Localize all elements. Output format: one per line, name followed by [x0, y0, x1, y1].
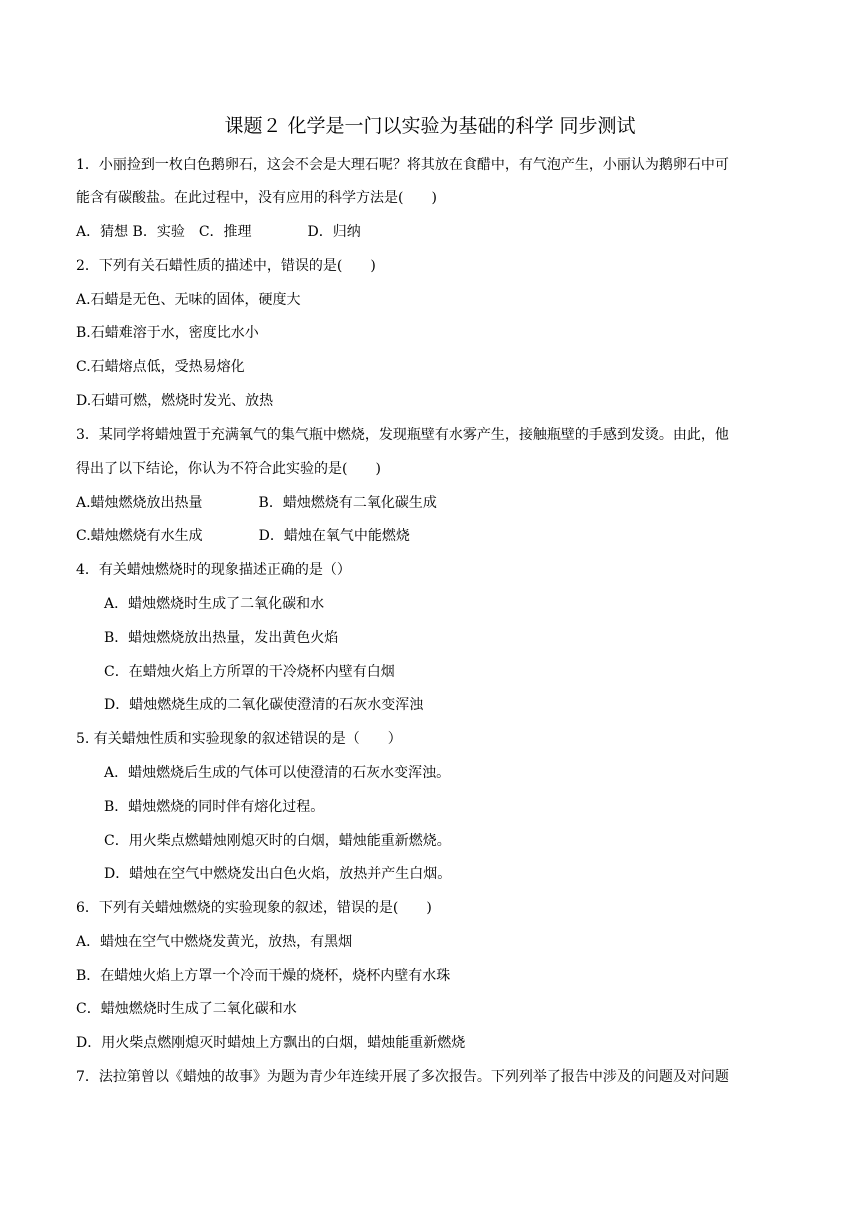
- q3-stem-line1: 3．某同学将蜡烛置于充满氧气的集气瓶中燃烧，发现瓶壁有水雾产生，接触瓶壁的手感到发烫。由此，他: [76, 427, 729, 443]
- q5-option-d: D．蜡烛在空气中燃烧发出白色火焰，放热并产生白烟。: [104, 866, 452, 882]
- q6-option-d: D．用火柴点燃刚熄灭时蜡烛上方飘出的白烟，蜡烛能重新燃烧: [76, 1035, 466, 1051]
- q6-option-c: C．蜡烛燃烧时生成了二氧化碳和水: [76, 1001, 297, 1017]
- q1-stem-line2: 能含有碳酸盐。在此过程中，没有应用的科学方法是( ): [76, 190, 437, 206]
- q5-stem: 5. 有关蜡烛性质和实验现象的叙述错误的是（ ）: [76, 731, 402, 747]
- q2-option-b: B.石蜡难溶于水，密度比水小: [76, 325, 259, 341]
- q4-option-c: C．在蜡烛火焰上方所罩的干冷烧杯内壁有白烟: [104, 664, 395, 680]
- q2-option-c: C.石蜡熔点低，受热易熔化: [76, 359, 245, 375]
- q6-option-a: A．蜡烛在空气中燃烧发黄光，放热，有黑烟: [76, 934, 353, 950]
- q1-stem-line1: 1．小丽捡到一枚白色鹅卵石，这会不会是大理石呢？将其放在食醋中，有气泡产生，小丽认为鹅卵石中可: [76, 157, 729, 173]
- q5-option-b: B．蜡烛燃烧的同时伴有熔化过程。: [104, 799, 325, 815]
- q2-option-d: D.石蜡可燃，燃烧时发光、放热: [76, 393, 274, 409]
- q5-option-c: C．用火柴点燃蜡烛刚熄灭时的白烟，蜡烛能重新燃烧。: [104, 833, 451, 849]
- q3-options-cd: C.蜡烛燃烧有水生成 D．蜡烛在氧气中能燃烧: [76, 528, 410, 544]
- q2-option-a: A.石蜡是无色、无味的固体，硬度大: [76, 292, 301, 308]
- q3-stem-line2: 得出了以下结论，你认为不符合此实验的是( ): [76, 461, 381, 477]
- q5-option-a: A．蜡烛燃烧后生成的气体可以使澄清的石灰水变浑浊。: [104, 765, 451, 781]
- q6-stem: 6．下列有关蜡烛燃烧的实验现象的叙述，错误的是( ): [76, 900, 432, 916]
- q4-option-d: D．蜡烛燃烧生成的二氧化碳使澄清的石灰水变浑浊: [104, 697, 424, 713]
- q2-stem: 2．下列有关石蜡性质的描述中，错误的是( ): [76, 258, 376, 274]
- q6-option-b: B．在蜡烛火焰上方罩一个冷而干燥的烧杯，烧杯内壁有水珠: [76, 968, 451, 984]
- q1-options: A．猜想 B．实验 C．推理 D．归纳: [76, 224, 361, 240]
- page-title: 课题２ 化学是一门以实验为基础的科学 同步测试: [224, 115, 636, 137]
- q4-option-b: B．蜡烛燃烧放出热量，发出黄色火焰: [104, 630, 339, 646]
- q4-stem: 4．有关蜡烛燃烧时的现象描述正确的是（）: [76, 562, 351, 578]
- q7-stem-line1: 7．法拉第曾以《蜡烛的故事》为题为青少年连续开展了多次报告。下列列举了报告中涉及的问题及对问题: [76, 1069, 729, 1085]
- q3-options-ab: A.蜡烛燃烧放出热量 B．蜡烛燃烧有二氧化碳生成: [76, 495, 437, 511]
- q4-option-a: A．蜡烛燃烧时生成了二氧化碳和水: [104, 596, 325, 612]
